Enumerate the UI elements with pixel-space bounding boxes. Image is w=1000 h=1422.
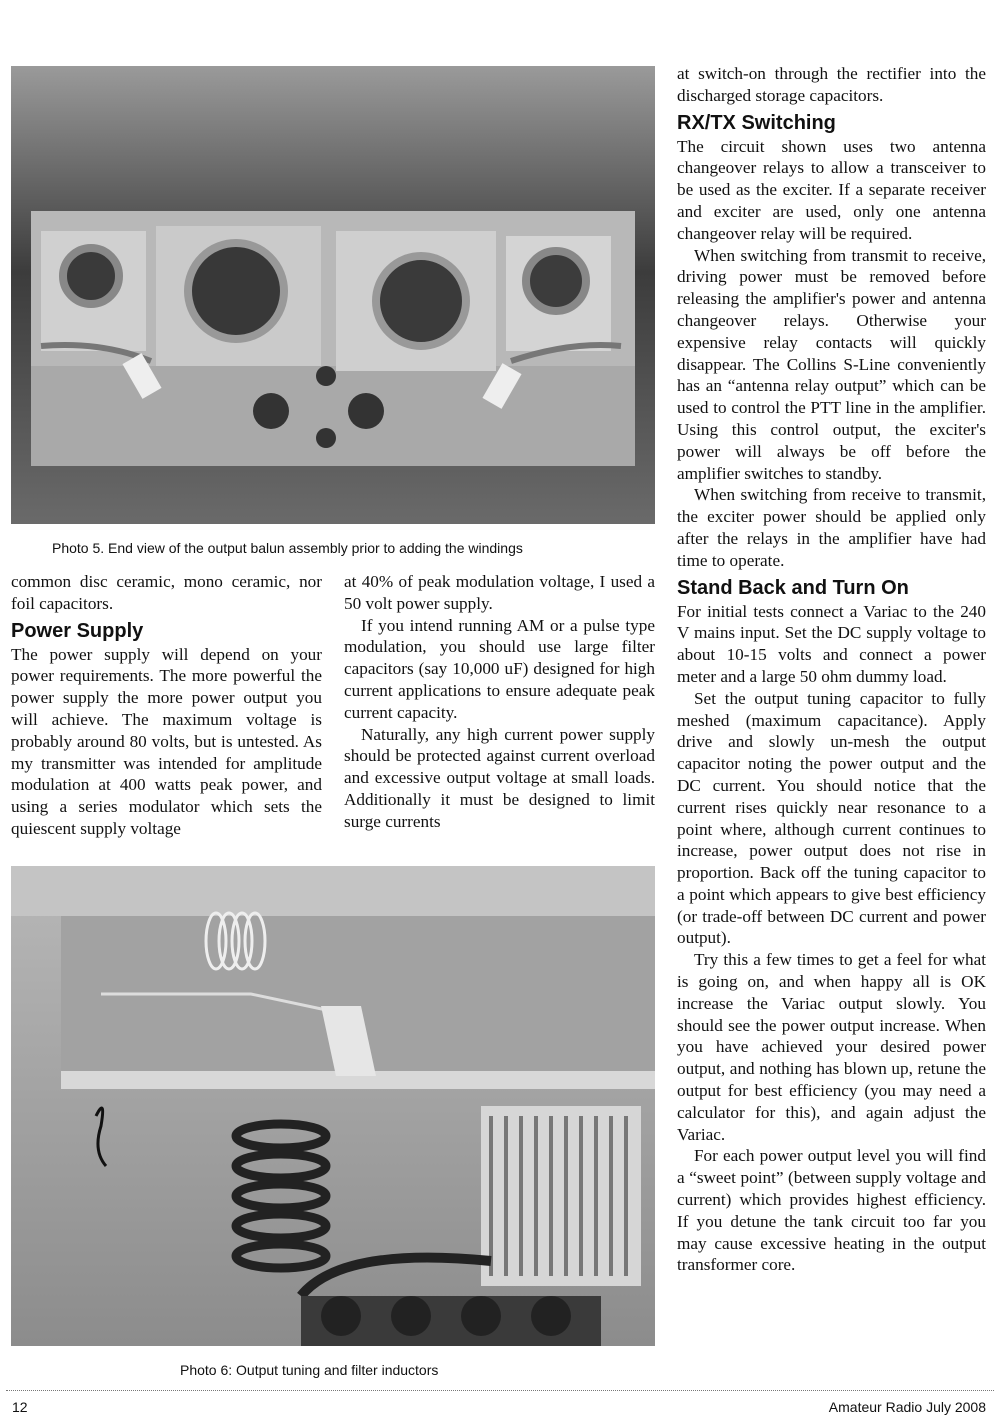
photo-5 [11, 66, 655, 524]
rxtx-paragraph-3: When switching from receive to transmit, the exciter power should be applied only after the relays in the amplifier have had time to operate. [677, 485, 986, 570]
balun-assembly-photo-icon [11, 66, 655, 524]
power-supply-paragraph: The power supply will depend on your power requirements. The more powerful the power supply the more power output you will achieve. The maximum voltage is probably around 80 volts, but is untested. As my transmitter was intended for amplitude modulation at 400 watts peak power, and using a series modulator which sets the quiescent supply voltage [11, 644, 322, 838]
photo-6-caption: Photo 6: Output tuning and filter inductors [180, 1362, 439, 1378]
middle-column [344, 571, 655, 833]
middle-paragraph-2: If you intend running AM or a pulse type modulation, you should use large filter capacitors (say 10,000 uF) designed for high current applications to ensure adequate peak current capacity. [344, 615, 655, 722]
rxtx-paragraph-2: When switching from transmit to receive, driving power must be removed before releasing the amplifier's power and antenna changeover relays. Otherwise your expensive relay contacts will quickly disappear. The Collins S-Line conveniently has an “antenna relay output” which can be used to control the PTT line in the amplifier. Using this control output, the exciter's power will always be off before the amplifier switches to standby. [677, 245, 986, 483]
stand-back-paragraph-3: Try this a few times to get a feel for what is going on, and when happy all is OK increase the Variac output slowly. You should see the power output increase. When you have achieved your desired power output, and nothing has blown up, retune the output for best efficiency (you may need a calculator for this), and again adjust the Variac. [677, 950, 986, 1144]
right-column [677, 63, 986, 1276]
page-number: 12 [12, 1399, 28, 1415]
middle-paragraph-1: at 40% of peak modulation voltage, I used a 50 volt power supply. [344, 572, 655, 613]
stand-back-heading: Stand Back and Turn On [677, 576, 909, 599]
stand-back-paragraph-2: Set the output tuning capacitor to fully meshed (maximum capacitance). Apply drive and slowly un-mesh the output capacitor noting the power output and the DC current. You should notice that the current rises quickly near resonance to a point where, although current continues to increase, power output does not rise in proportion. Back off the tuning capacitor to a point which appears to give best efficiency (or trade-off between DC current and power output). [677, 688, 986, 948]
rxtx-switching-heading: RX/TX Switching [677, 111, 836, 134]
stand-back-paragraph-1: For initial tests connect a Variac to the 240 V mains input. Set the DC supply voltage to about 10-15 volts and connect a power meter and a large 50 ohm dummy load. [677, 601, 986, 686]
middle-paragraph-3: Naturally, any high current power supply should be protected against current overload and excessive output voltage at small loads. Additionally it must be designed to limit surge currents [344, 724, 655, 831]
right-continued-paragraph: at switch-on through the rectifier into the discharged storage capacitors. [677, 64, 986, 105]
power-supply-heading: Power Supply [11, 619, 144, 642]
left-column [11, 571, 322, 840]
photo-6 [11, 866, 655, 1346]
photo-5-caption: Photo 5. End view of the output balun assembly prior to adding the windings [52, 540, 523, 556]
footer-divider [6, 1390, 994, 1391]
stand-back-paragraph-4: For each power output level you will find a “sweet point” (between supply voltage and current) which provides highest efficiency. If you detune the tank circuit too far you may cause excessive heating in the output transformer core. [677, 1146, 986, 1275]
left-continued-paragraph: common disc ceramic, mono ceramic, nor foil capacitors. [11, 572, 322, 613]
publication-info: Amateur Radio July 2008 [828, 1399, 986, 1415]
tuning-inductors-photo-icon [11, 866, 655, 1346]
rxtx-paragraph-1: The circuit shown uses two antenna changeover relays to allow a transceiver to be used as the exciter. If a separate receiver and exciter are used, only one antenna changeover relay will be required. [677, 136, 986, 243]
